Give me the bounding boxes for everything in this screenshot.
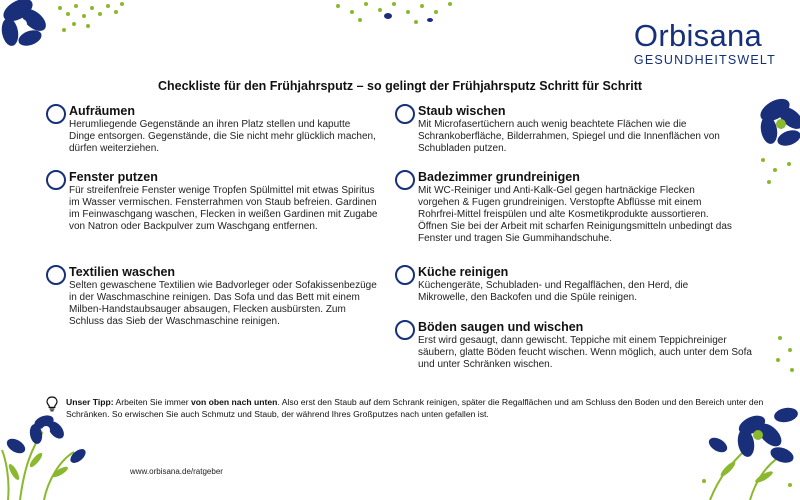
tip-label: Unser Tipp: [66, 397, 114, 407]
flower-decoration-right-middle [770, 330, 800, 380]
check-circle-icon [395, 170, 415, 190]
check-circle-icon [46, 104, 66, 124]
item-text: Für streifenfreie Fenster wenige Tropfen Spülmittel mit etwas Spiritus im Wasser vermischen. Fensterrahmen von Staub befreien. Gardinen im Feinwaschgang waschen, Flecken in weißen Gardinen mit Zugabe von Natron oder Backpulver zum Waschgang entfernen. [69, 185, 378, 233]
item-text: Mit WC-Reiniger und Anti-Kalk-Gel gegen hartnäckige Flecken vorgehen & Fugen grundreinigen. Verstopfte Abflüsse mit einem Rohrfrei-Mittel freispülen und alte Kosmetikprodukte aussortieren. Öffnen Sie bei der Arbeit mit scharfen Reinigungsmitteln unbedingt das Fenster und tragen Sie Gummihandschuhe. [418, 185, 732, 245]
item-heading: Aufräumen [69, 104, 135, 118]
page-title: Checkliste für den Frühjahrsputz – so gelingt der Frühjahrsputz Schritt für Schritt [157, 79, 643, 93]
brand-logo [634, 20, 776, 67]
check-circle-icon [395, 265, 415, 285]
lightbulb-icon [46, 396, 58, 412]
item-text: Erst wird gesaugt, dann gewischt. Teppiche mit einem Teppichreiniger säubern, glatte Böden feucht wischen. Wenn möglich, auch unter dem Sofa und unter Schränken wischen. [418, 335, 752, 371]
item-heading: Fenster putzen [69, 170, 158, 184]
item-text: Selten gewaschene Textilien wie Badvorleger oder Sofakissenbezüge in der Waschmaschine reinigen. Das Sofa und das Bett mit einem Milben-Handstaubsauger absaugen, Flecken ausbürsten. Zum Schluss das Sieb der Waschmaschine reinigen. [69, 280, 377, 328]
check-circle-icon [46, 170, 66, 190]
item-text: Herumliegende Gegenstände an ihren Platz stellen und kaputte Dinge entsorgen. Gegenstände, die Sie nicht mehr glücklich machen, dürfen weiterziehen. [69, 119, 376, 155]
tip-box [66, 396, 766, 420]
flower-decoration-right [745, 90, 800, 200]
check-circle-icon [395, 320, 415, 340]
item-heading: Böden saugen und wischen [418, 320, 584, 334]
check-circle-icon [395, 104, 415, 124]
item-heading: Staub wischen [418, 104, 506, 118]
tip-text-post: . Also erst den Staub auf dem Schrank reinigen, später die Regalflächen und am Schluss den Boden und den Bereich unter den Schränken. So erwischen Sie auch Schmutz und Staub, der während Ihres Großputzes nach unten gefallen ist. [66, 397, 764, 419]
leaf-decoration-top-center [330, 0, 470, 40]
check-circle-icon [46, 265, 66, 285]
item-text: Küchengeräte, Schubladen- und Regalflächen, den Herd, die Mikrowelle, den Backofen und die Spüle reinigen. [418, 280, 689, 304]
brand-tagline: GESUNDHEITSWELT [633, 53, 776, 67]
brand-name: Orbisana [633, 18, 763, 53]
tip-text-pre: Arbeiten Sie immer [113, 397, 191, 407]
footer-url[interactable]: www.orbisana.de/ratgeber [130, 467, 223, 476]
tip-text-bold: von oben nach unten [190, 397, 278, 407]
item-text: Mit Microfasertüchern auch wenig beachtete Flächen wie die Schrankoberfläche, Bilderrahmen, Spiegel und die Innenflächen von Schubladen putzen. [418, 119, 720, 155]
item-heading: Badezimmer grundreinigen [418, 170, 580, 184]
item-heading: Textilien waschen [69, 265, 176, 279]
item-heading: Küche reinigen [418, 265, 509, 279]
flower-decoration-top-left [0, 0, 150, 60]
